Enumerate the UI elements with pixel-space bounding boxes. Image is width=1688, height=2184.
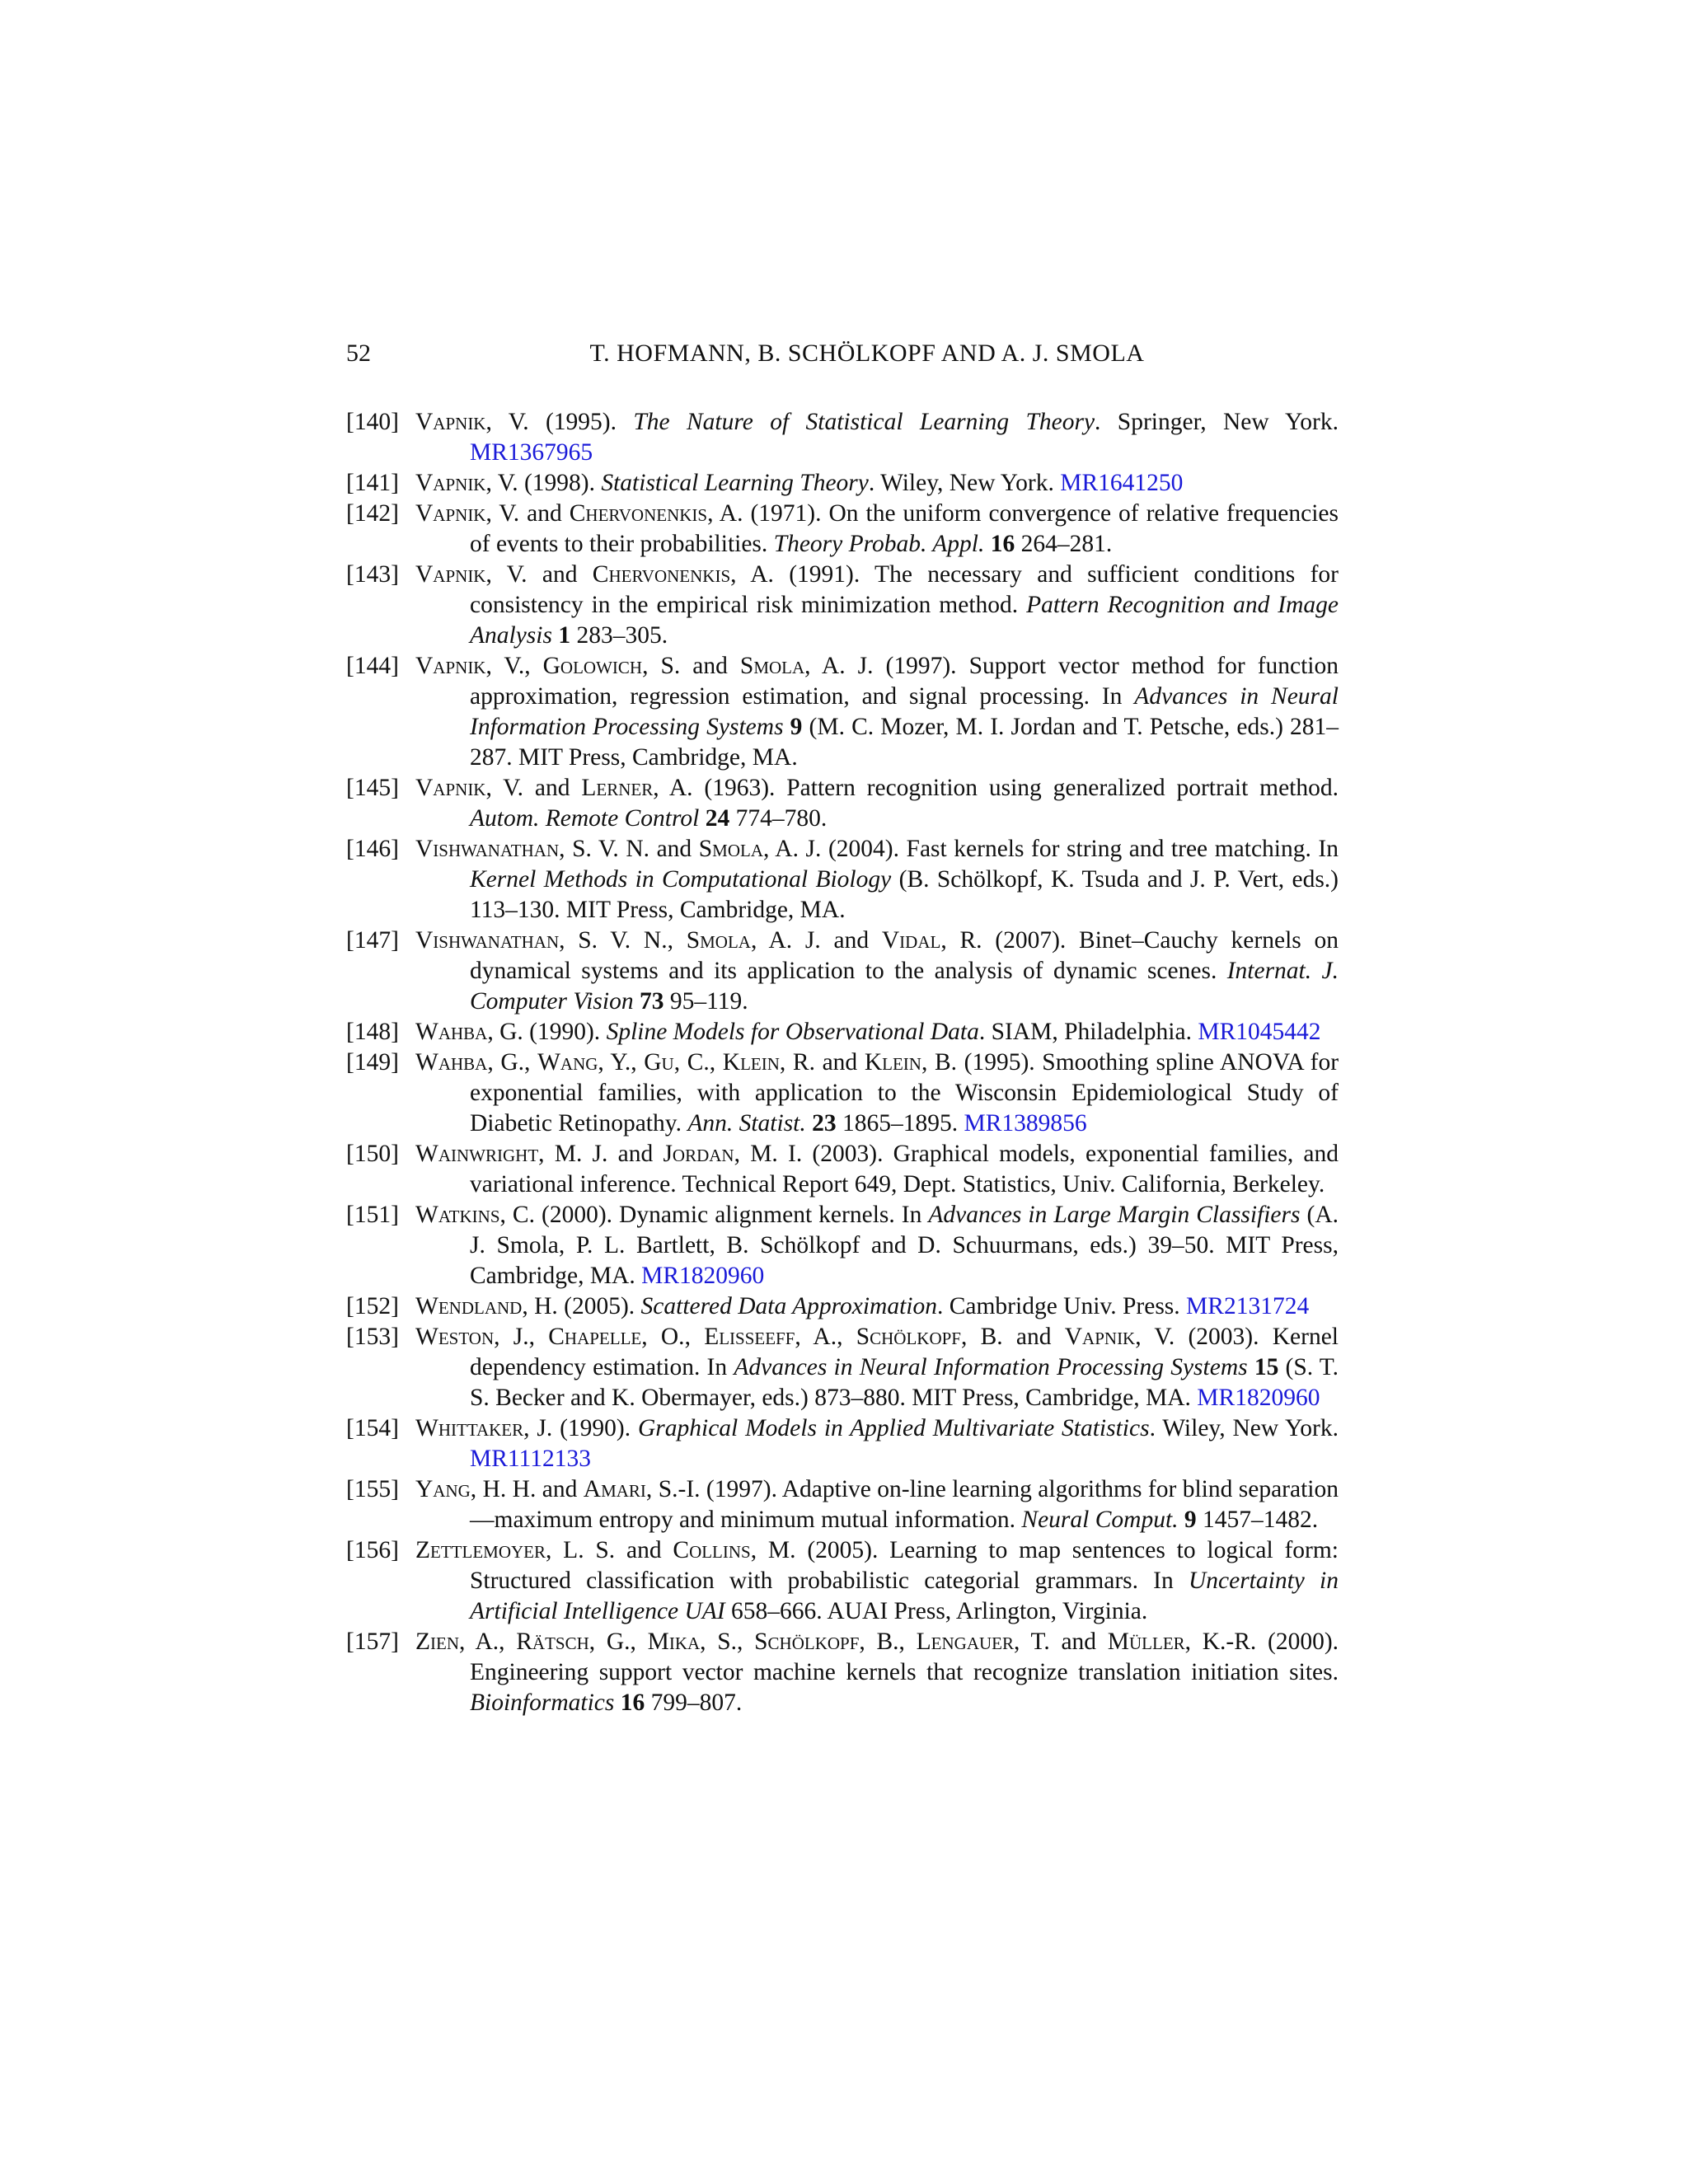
reference-number: [145] xyxy=(346,775,399,801)
reference-text: (M. C. Mozer, M. I. Jordan and T. Petsche, eds.) 281–287. MIT Press, Cambridge, MA. xyxy=(470,714,1339,771)
reference-text: (2007). Binet–Cauchy kernels on dynamical systems and its application to the analysis of dynamic scenes. xyxy=(470,927,1339,984)
mr-link[interactable]: MR1112133 xyxy=(470,1446,591,1472)
reference-text: , xyxy=(737,1629,755,1655)
reference-text xyxy=(784,714,790,740)
reference-text: 283–305. xyxy=(570,622,668,649)
reference-text: (S. T. S. Becker and K. Obermayer, eds.) 873–880. MIT Press, Cambridge, MA. xyxy=(470,1354,1339,1411)
running-head: T. HOFMANN, B. SCHÖLKOPF AND A. J. SMOLA xyxy=(589,340,1145,367)
author-name: Zien, A. xyxy=(415,1629,499,1655)
reference-text: 774–780. xyxy=(729,805,828,832)
reference-number: [153] xyxy=(346,1324,399,1350)
reference-text: (2003). Graphical models, exponential families, and variational inference. Technical Report 649, Dept. Statistics, Univ. California, Berkeley. xyxy=(470,1141,1339,1197)
reference-number: [146] xyxy=(346,836,399,862)
author-name: Vapnik, V. xyxy=(415,775,524,801)
work-title: Autom. Remote Control xyxy=(470,805,700,832)
mr-link[interactable]: MR2131724 xyxy=(1186,1293,1310,1319)
reference-text: (2003). Kernel dependency estimation. In xyxy=(470,1324,1339,1380)
reference-text: (1997). Adaptive on-line learning algorithms for blind separation—maximum entropy and minimum mutual information. xyxy=(470,1476,1339,1533)
reference-text: 1457–1482. xyxy=(1196,1507,1319,1533)
reference-text: (1990). xyxy=(552,1415,638,1441)
author-name: Rätsch, G. xyxy=(516,1629,631,1655)
reference-text: (2004). Fast kernels for string and tree matching. In xyxy=(821,836,1339,862)
reference-item xyxy=(346,1017,1339,1047)
reference-text: (A. J. Smola, P. L. Bartlett, B. Schölkopf and D. Schuurmans, eds.) 39–50. MIT Press, Cambridge, MA. xyxy=(470,1202,1339,1289)
author-name: Elisseeff, A. xyxy=(704,1324,837,1350)
reference-number: [154] xyxy=(346,1415,399,1441)
author-name: Vapnik, V. xyxy=(415,409,529,435)
author-name: Lerner, A. xyxy=(581,775,693,801)
reference-text: (2000). Engineering support vector machine kernels that recognize translation initiation sites. xyxy=(470,1629,1339,1685)
reference-text: . Wiley, New York. xyxy=(1149,1415,1339,1441)
author-name: Vapnik, V. xyxy=(415,561,528,588)
reference-text: (1990). xyxy=(523,1019,607,1045)
author-name: Vishwanathan, S. V. N. xyxy=(415,927,668,954)
volume-number: 24 xyxy=(705,805,730,832)
reference-item xyxy=(346,1291,1339,1322)
reference-text: , xyxy=(499,1629,517,1655)
reference-item xyxy=(346,651,1339,773)
work-title: Pattern Recognition and Image Analysis xyxy=(470,592,1339,649)
reference-text: (1998). xyxy=(518,470,602,496)
reference-item xyxy=(346,1200,1339,1291)
reference-number: [140] xyxy=(346,409,399,435)
author-name: Lengauer, T. xyxy=(916,1629,1050,1655)
volume-number: 9 xyxy=(1184,1507,1197,1533)
reference-item xyxy=(346,1047,1339,1139)
reference-text: (2005). Learning to map sentences to logical form: Structured classification with probabilistic categorial grammars. In xyxy=(470,1537,1339,1594)
reference-text: (1995). Smoothing spline ANOVA for exponential families, with application to the Wisconsin Epidemiological Study of Diabetic Retinopathy. xyxy=(470,1049,1339,1137)
work-title: Scattered Data Approximation xyxy=(640,1293,937,1319)
reference-number: [143] xyxy=(346,561,399,588)
reference-text: (1991). The necessary and sufficient conditions for consistency in the empirical risk minimization method. xyxy=(470,561,1339,618)
reference-number: [152] xyxy=(346,1293,399,1319)
reference-text: . SIAM, Philadelphia. xyxy=(978,1019,1198,1045)
mr-link[interactable]: MR1820960 xyxy=(641,1263,765,1289)
author-name: Amari, S.-I. xyxy=(583,1476,701,1502)
author-name: Mika, S. xyxy=(647,1629,738,1655)
reference-text: , xyxy=(631,1049,645,1076)
reference-item xyxy=(346,499,1339,560)
reference-text: (B. Schölkopf, K. Tsuda and J. P. Vert, eds.) 113–130. MIT Press, Cambridge, MA. xyxy=(470,866,1339,923)
reference-item xyxy=(346,1139,1339,1200)
author-name: Vapnik, V. xyxy=(1064,1324,1175,1350)
reference-text: and xyxy=(527,561,593,588)
reference-number: [155] xyxy=(346,1476,399,1502)
reference-text: , xyxy=(837,1324,856,1350)
reference-item xyxy=(346,1474,1339,1535)
reference-text: 658–666. AUAI Press, Arlington, Virginia. xyxy=(724,1598,1148,1624)
reference-text: , xyxy=(528,1324,549,1350)
mr-link[interactable]: MR1389856 xyxy=(964,1110,1087,1137)
volume-number: 23 xyxy=(812,1110,837,1137)
reference-text: , xyxy=(524,1049,538,1076)
volume-number: 16 xyxy=(620,1690,645,1716)
reference-text: . Wiley, New York. xyxy=(868,470,1061,496)
reference-number: [142] xyxy=(346,500,399,527)
reference-text: and xyxy=(615,1537,673,1563)
reference-item xyxy=(346,834,1339,926)
reference-text: , xyxy=(524,653,543,679)
reference-text: , xyxy=(709,1049,723,1076)
reference-text: and xyxy=(814,1049,865,1076)
author-name: Golowich, S. xyxy=(542,653,681,679)
reference-text: and xyxy=(820,927,882,954)
reference-text: (1963). Pattern recognition using generalized portrait method. xyxy=(692,775,1339,801)
work-title: Statistical Learning Theory xyxy=(601,470,869,496)
reference-text xyxy=(1248,1354,1254,1380)
author-name: Chervonenkis, A. xyxy=(592,561,774,588)
reference-text: and xyxy=(649,836,699,862)
mr-link[interactable]: MR1045442 xyxy=(1198,1019,1321,1045)
reference-text xyxy=(1179,1507,1184,1533)
volume-number: 16 xyxy=(990,531,1015,557)
reference-item xyxy=(346,1413,1339,1474)
reference-number: [149] xyxy=(346,1049,399,1076)
reference-text: and xyxy=(519,500,570,527)
mr-link[interactable]: MR1820960 xyxy=(1197,1385,1320,1411)
author-name: Watkins, C. xyxy=(415,1202,535,1228)
reference-text: , xyxy=(630,1629,648,1655)
reference-list xyxy=(346,407,1339,1718)
reference-text: and xyxy=(523,775,582,801)
reference-text: 95–119. xyxy=(663,988,748,1015)
author-name: Wang, Y. xyxy=(537,1049,631,1076)
reference-text: and xyxy=(1049,1629,1108,1655)
author-name: Wainwright, M. J. xyxy=(415,1141,608,1167)
volume-number: 9 xyxy=(790,714,803,740)
reference-text: and xyxy=(607,1141,663,1167)
author-name: Chervonenkis, A. xyxy=(569,500,743,527)
author-name: Wendland, H. xyxy=(415,1293,558,1319)
author-name: Müller, K.-R. xyxy=(1107,1629,1257,1655)
work-title: Spline Models for Observational Data xyxy=(606,1019,979,1045)
reference-item xyxy=(346,1627,1339,1718)
author-name: Klein, B. xyxy=(864,1049,958,1076)
reference-text: , xyxy=(898,1629,917,1655)
reference-text: 264–281. xyxy=(1015,531,1113,557)
reference-number: [141] xyxy=(346,470,399,496)
author-name: Vapnik, V. xyxy=(415,653,525,679)
reference-number: [147] xyxy=(346,927,399,954)
work-title: The Nature of Statistical Learning Theory xyxy=(633,409,1095,435)
author-name: Gu, C. xyxy=(644,1049,710,1076)
reference-text: and xyxy=(536,1476,584,1502)
reference-text: (2000). Dynamic alignment kernels. In xyxy=(534,1202,929,1228)
reference-text xyxy=(984,531,990,557)
work-title: Internat. J. Computer Vision xyxy=(470,958,1339,1015)
work-title: Kernel Methods in Computational Biology xyxy=(470,866,892,893)
author-name: Vapnik, V. xyxy=(415,500,520,527)
work-title: Neural Comput. xyxy=(1021,1507,1179,1533)
work-title: Uncertainty in Artificial Intelligence UAI xyxy=(470,1568,1339,1624)
author-name: Smola, A. J. xyxy=(698,836,822,862)
reference-number: [150] xyxy=(346,1141,399,1167)
reference-item xyxy=(346,407,1339,468)
reference-text: , xyxy=(667,927,687,954)
author-name: Schölkopf, B. xyxy=(856,1324,1003,1350)
work-title: Advances in Neural Information Processing Systems xyxy=(470,683,1339,740)
author-name: Vishwanathan, S. V. N. xyxy=(415,836,650,862)
author-name: Vidal, R. xyxy=(881,927,982,954)
work-title: Bioinformatics xyxy=(470,1690,615,1716)
work-title: Advances in Large Margin Classifiers xyxy=(928,1202,1301,1228)
author-name: Zettlemoyer, L. S. xyxy=(415,1537,616,1563)
reference-text: . Springer, New York. xyxy=(1095,409,1339,435)
author-name: Whittaker, J. xyxy=(415,1415,553,1441)
reference-text: (1995). xyxy=(528,409,634,435)
volume-number: 15 xyxy=(1254,1354,1279,1380)
reference-text: (1971). On the uniform convergence of relative frequencies of events to their probabilities. xyxy=(470,500,1339,557)
author-name: Jordan, M. I. xyxy=(663,1141,803,1167)
mr-link[interactable]: MR1641250 xyxy=(1060,470,1184,496)
volume-number: 1 xyxy=(558,622,571,649)
page-header xyxy=(346,340,1339,381)
author-name: Wahba, G. xyxy=(415,1049,525,1076)
reference-number: [156] xyxy=(346,1537,399,1563)
reference-item xyxy=(346,560,1339,651)
reference-item xyxy=(346,773,1339,834)
reference-text: and xyxy=(680,653,740,679)
author-name: Yang, H. H. xyxy=(415,1476,537,1502)
volume-number: 73 xyxy=(639,988,664,1015)
reference-number: [148] xyxy=(346,1019,399,1045)
reference-number: [144] xyxy=(346,653,399,679)
author-name: Collins, M. xyxy=(673,1537,796,1563)
reference-number: [157] xyxy=(346,1629,399,1655)
author-name: Wahba, G. xyxy=(415,1019,523,1045)
author-name: Chapelle, O. xyxy=(548,1324,685,1350)
reference-text xyxy=(634,988,640,1015)
reference-text: (1997). Support vector method for function approximation, regression estimation, and signal processing. In xyxy=(470,653,1339,710)
author-name: Klein, R. xyxy=(722,1049,815,1076)
reference-text: and xyxy=(1002,1324,1065,1350)
reference-text xyxy=(699,805,705,832)
reference-item xyxy=(346,468,1339,499)
author-name: Smola, A. J. xyxy=(686,927,821,954)
reference-text: , xyxy=(684,1324,705,1350)
author-name: Schölkopf, B. xyxy=(754,1629,899,1655)
reference-text: (2005). xyxy=(557,1293,641,1319)
work-title: Ann. Statist. xyxy=(687,1110,806,1137)
reference-item xyxy=(346,1535,1339,1627)
author-name: Smola, A. J. xyxy=(739,653,874,679)
work-title: Advances in Neural Information Processing Systems xyxy=(734,1354,1248,1380)
reference-text: 1865–1895. xyxy=(836,1110,964,1137)
reference-text xyxy=(614,1690,620,1716)
reference-text: 799–807. xyxy=(645,1690,743,1716)
author-name: Vapnik, V. xyxy=(415,470,518,496)
work-title: Theory Probab. Appl. xyxy=(773,531,985,557)
page-number: 52 xyxy=(346,340,371,367)
author-name: Weston, J. xyxy=(415,1324,529,1350)
reference-text: . Cambridge Univ. Press. xyxy=(936,1293,1187,1319)
reference-item xyxy=(346,1322,1339,1413)
reference-number: [151] xyxy=(346,1202,399,1228)
work-title: Graphical Models in Applied Multivariate Statistics xyxy=(637,1415,1150,1441)
reference-item xyxy=(346,926,1339,1017)
mr-link[interactable]: MR1367965 xyxy=(470,439,593,466)
